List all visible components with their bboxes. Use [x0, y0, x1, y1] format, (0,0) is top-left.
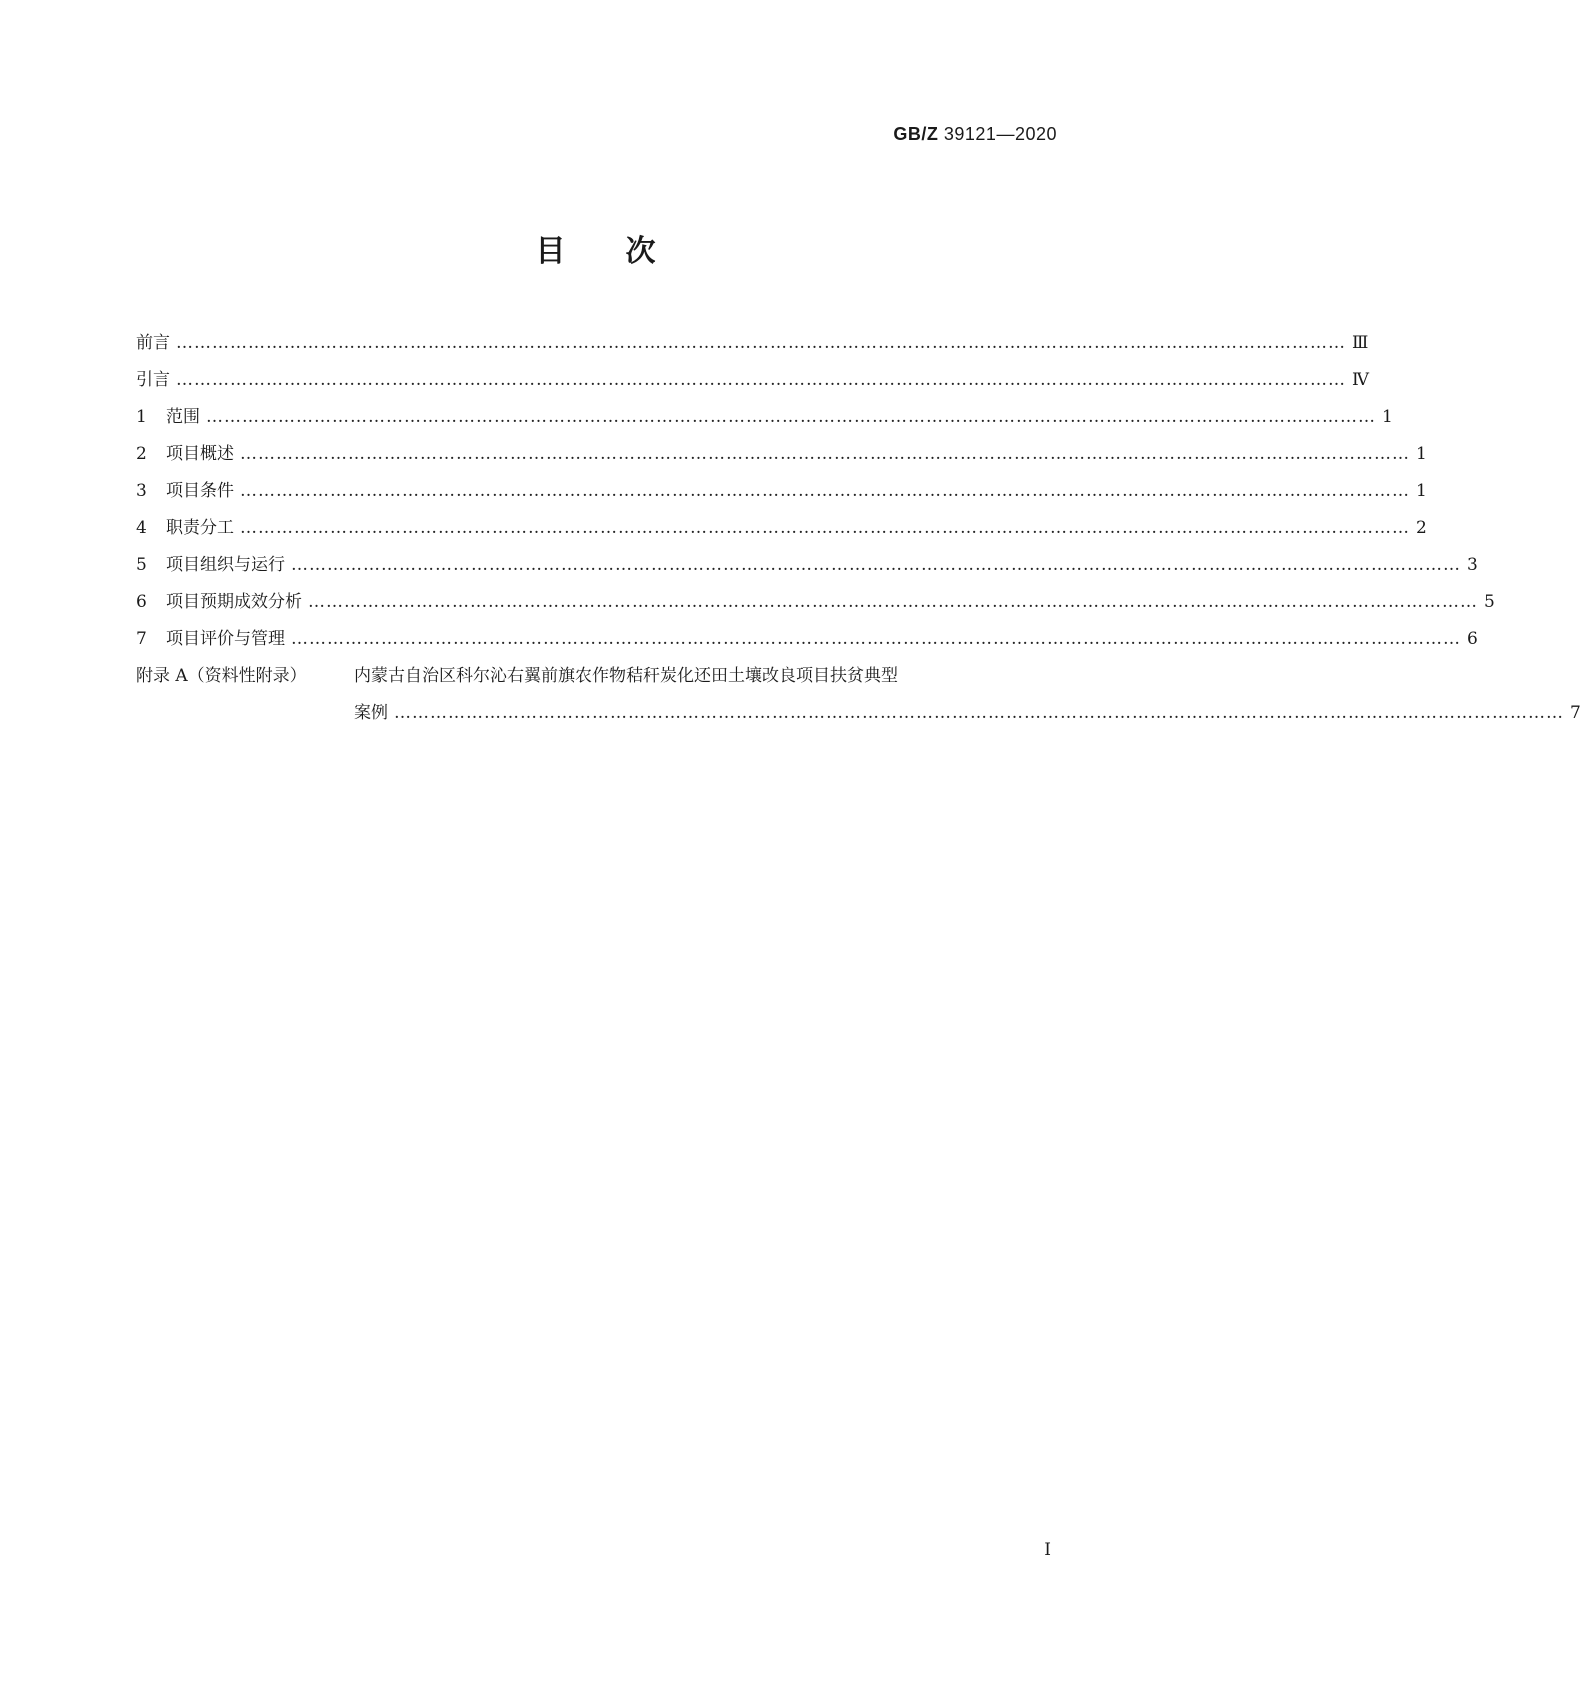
- leader-dots: ……………………………………………………………………………………………………………………………………………………………………………: [240, 518, 1410, 538]
- toc-entry-page: 5: [1484, 592, 1495, 612]
- toc-entry-3[interactable]: [136, 476, 1427, 513]
- leader-dots: ……………………………………………………………………………………………………………………………………………………………………………: [176, 370, 1346, 390]
- toc-entry-label: 项目评价与管理: [166, 629, 285, 649]
- toc-entry-label: 引言: [136, 370, 170, 390]
- table-of-contents: [136, 328, 1581, 735]
- standard-prefix: GB/Z: [893, 124, 939, 144]
- toc-entry-number: 7: [136, 629, 147, 649]
- toc-entry-1[interactable]: [136, 402, 1393, 439]
- toc-entry-7[interactable]: [136, 624, 1478, 661]
- annex-title-line1: 内蒙古自治区科尔沁右翼前旗农作物秸秆炭化还田土壤改良项目扶贫典型: [354, 666, 898, 686]
- toc-entry-label: 项目条件: [166, 481, 234, 501]
- toc-entry-introduction[interactable]: [136, 365, 1369, 402]
- toc-entry-foreword[interactable]: [136, 328, 1369, 365]
- toc-entry-label: 职责分工: [166, 518, 234, 538]
- toc-entry-page: 7: [1570, 703, 1581, 723]
- toc-entry-label: 范围: [166, 407, 200, 427]
- leader-dots: ……………………………………………………………………………………………………………………………………………………………………………: [291, 629, 1461, 649]
- leader-dots: ……………………………………………………………………………………………………………………………………………………………………………: [291, 555, 1461, 575]
- toc-entry-page: Ⅳ: [1352, 370, 1369, 390]
- toc-entry-2[interactable]: [136, 439, 1427, 476]
- toc-entry-number: 2: [136, 444, 147, 464]
- toc-entry-page: 1: [1382, 407, 1393, 427]
- annex-prefix: 附录 A（资料性附录）: [136, 666, 307, 686]
- toc-entry-label: 项目概述: [166, 444, 234, 464]
- leader-dots: ……………………………………………………………………………………………………………………………………………………………………………: [240, 481, 1410, 501]
- title-char-2: 次: [625, 234, 656, 269]
- leader-dots: ……………………………………………………………………………………………………………………………………………………………………………: [240, 444, 1410, 464]
- toc-entry-number: 4: [136, 518, 147, 538]
- toc-entry-number: 1: [136, 407, 147, 427]
- page-title: [0, 226, 1191, 270]
- toc-entry-label: 前言: [136, 333, 170, 353]
- annex-title-line2: 案例: [354, 703, 388, 723]
- leader-dots: ……………………………………………………………………………………………………………………………………………………………………………: [206, 407, 1376, 427]
- toc-entry-6[interactable]: [136, 587, 1495, 624]
- toc-entry-page: 6: [1467, 629, 1478, 649]
- document-code: [893, 124, 1057, 145]
- toc-entry-number: 6: [136, 592, 147, 612]
- toc-entry-label: 项目预期成效分析: [166, 592, 302, 612]
- toc-entry-page: Ⅲ: [1352, 333, 1369, 353]
- standard-number: 39121—2020: [943, 124, 1057, 144]
- title-char-1: 目: [535, 234, 566, 269]
- toc-entry-page: 3: [1467, 555, 1478, 575]
- leader-dots: ……………………………………………………………………………………………………………………………………………………………………………: [394, 703, 1564, 723]
- toc-entry-5[interactable]: [136, 550, 1478, 587]
- toc-entry-page: 2: [1416, 518, 1427, 538]
- toc-entry-page: 1: [1416, 444, 1427, 464]
- toc-entry-4[interactable]: [136, 513, 1427, 550]
- leader-dots: ……………………………………………………………………………………………………………………………………………………………………………: [176, 333, 1346, 353]
- toc-entry-label: 项目组织与运行: [166, 555, 285, 575]
- toc-entry-annex-a[interactable]: [136, 661, 1581, 735]
- toc-entry-number: 3: [136, 481, 147, 501]
- page-number: Ⅰ: [1044, 1540, 1051, 1560]
- toc-entry-page: 1: [1416, 481, 1427, 501]
- toc-entry-number: 5: [136, 555, 147, 575]
- leader-dots: ……………………………………………………………………………………………………………………………………………………………………………: [308, 592, 1478, 612]
